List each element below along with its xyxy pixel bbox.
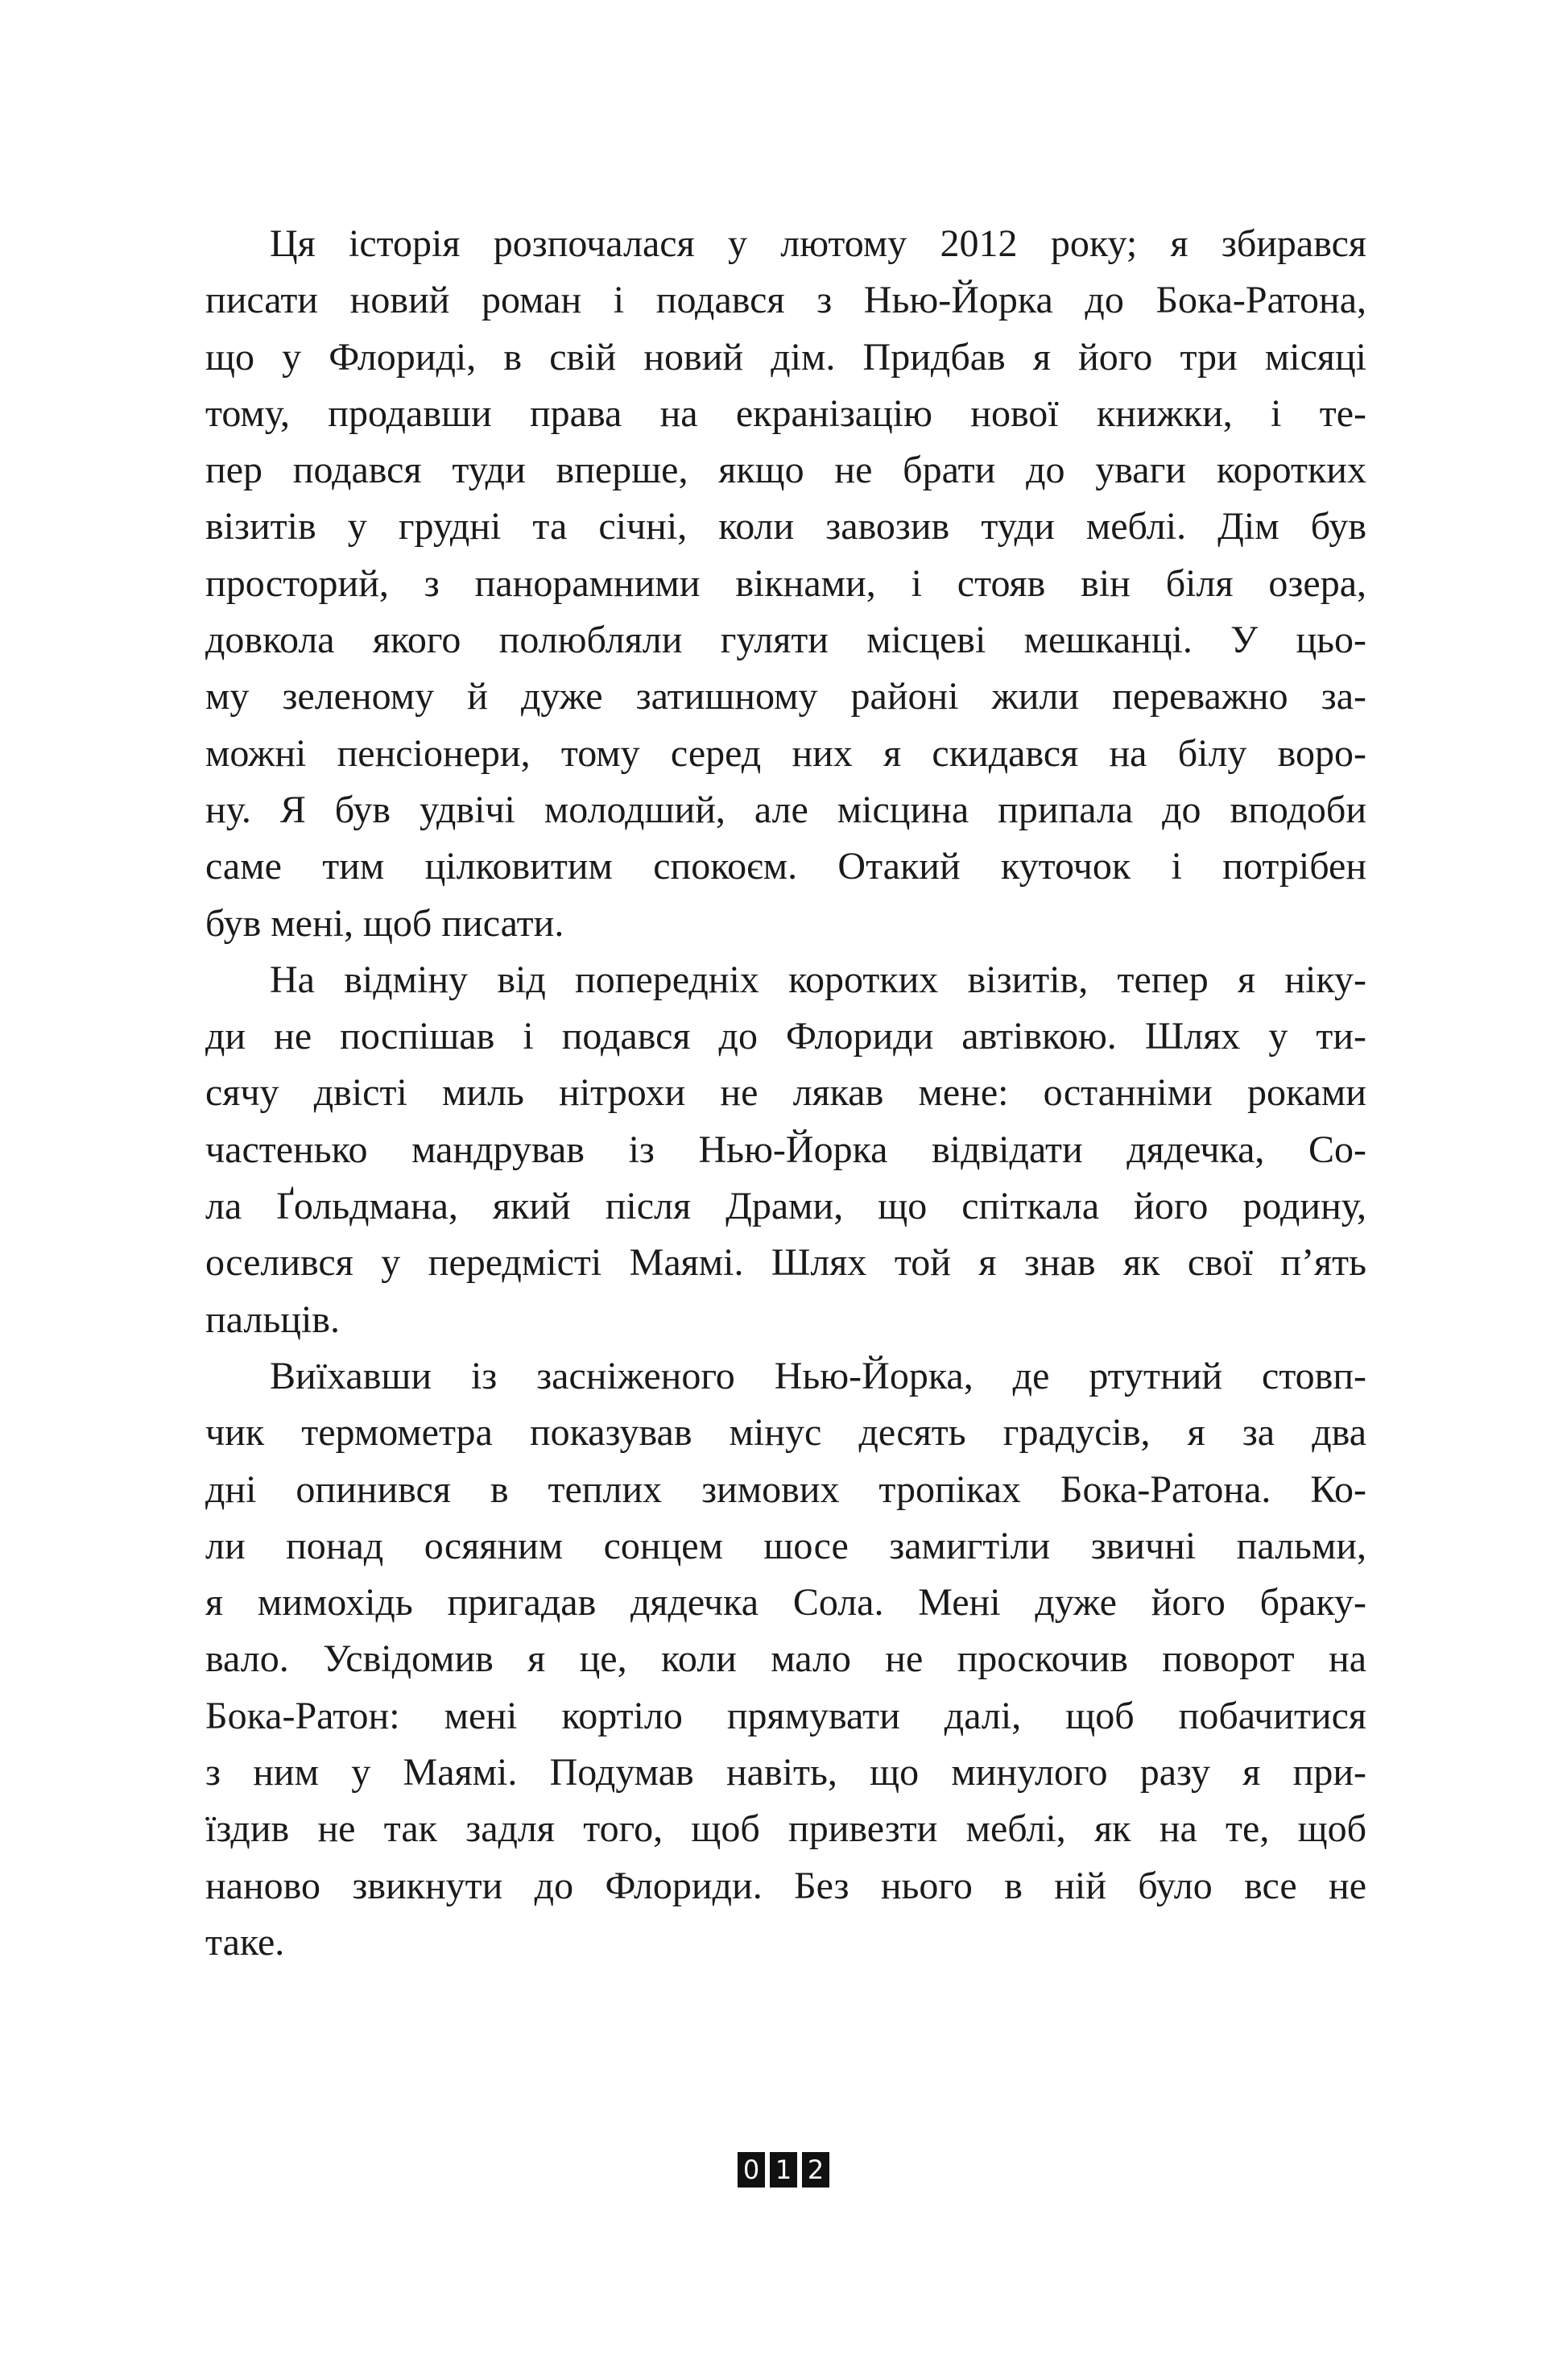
text-line: тому, продавши права на екранізацію нової книжки, і те- <box>205 391 1366 435</box>
text-line: На відміну від попередніх коротких візитів, тепер я ніку- <box>270 958 1366 1001</box>
text-line: ла Ґольдмана, який після Драми, що спіткала його родину, <box>205 1185 1366 1228</box>
text-line: я мимохідь пригадав дядечка Сола. Мені дуже його браку- <box>205 1581 1366 1625</box>
text-line: їздив не так задля того, щоб привезти меблі, як на те, щоб <box>205 1807 1366 1851</box>
text-line: візитів у грудні та січні, коли завозив туди меблі. Дім був <box>205 505 1366 548</box>
text-line: наново звикнути до Флориди. Без нього в ній було все не <box>205 1864 1366 1907</box>
text-line: що у Флориді, в свій новий дім. Придбав я його три місяці <box>205 335 1366 379</box>
page-number-digit: 1 <box>770 2152 797 2188</box>
text-line: ну. Я був удвічі молодший, але місцина припала до вподоби <box>205 788 1366 831</box>
text-line: пер подався туди вперше, якщо не брати до уваги коротких <box>205 449 1366 492</box>
text-line: ди не поспішав і подався до Флориди автівкою. Шлях у ти- <box>205 1015 1366 1058</box>
text-line: просторий, з панорамними вікнами, і стояв він біля озера, <box>205 561 1366 605</box>
text-line: ли понад осяяним сонцем шосе замигтіли звичні пальми, <box>205 1524 1366 1567</box>
text-line: з ним у Маямі. Подумав навіть, що минулого разу я при- <box>205 1751 1366 1794</box>
text-line: довкола якого полюбляли гуляти місцеві мешканці. У цьо- <box>205 619 1366 662</box>
paragraph-2 <box>205 952 1366 1348</box>
text-line: частенько мандрував із Нью-Йорка відвідати дядечка, Со- <box>205 1128 1366 1171</box>
text-line: Виїхавши із засніженого Нью-Йорка, де ртутний стовп- <box>270 1354 1366 1397</box>
text-line: таке. <box>205 1920 285 1964</box>
text-line: чик термометра показував мінус десять градусів, я за два <box>205 1411 1366 1455</box>
text-line: Ця історія розпочалася у лютому 2012 року; я збирався <box>270 222 1366 265</box>
body-text <box>205 216 1366 1971</box>
text-line: саме тим цілковитим спокоєм. Отакий куточок і потрібен <box>205 845 1366 888</box>
paragraph-1 <box>205 216 1366 952</box>
text-line: сячу двісті миль нітрохи не лякав мене: останніми роками <box>205 1071 1366 1115</box>
text-line: пальців. <box>205 1298 340 1341</box>
page-number <box>738 2152 829 2188</box>
page-number-digit: 0 <box>738 2152 765 2188</box>
text-line: му зеленому й дуже затишному районі жили переважно за- <box>205 675 1366 718</box>
text-line: писати новий роман і подався з Нью-Йорка до Бока-Ратона, <box>205 279 1366 322</box>
text-line: можні пенсіонери, тому серед них я скидався на білу воро- <box>205 731 1366 775</box>
text-line: дні опинився в теплих зимових тропіках Бока-Ратона. Ко- <box>205 1467 1366 1511</box>
text-line: оселився у передмісті Маямі. Шлях той я знав як свої п’ять <box>205 1241 1366 1285</box>
page-number-digit: 2 <box>802 2152 829 2188</box>
paragraph-3 <box>205 1348 1366 1971</box>
text-line: вало. Усвідомив я це, коли мало не проскочив поворот на <box>205 1637 1366 1681</box>
text-line: Бока-Ратон: мені кортіло прямувати далі, щоб побачитися <box>205 1694 1366 1737</box>
text-line: був мені, щоб писати. <box>205 901 564 945</box>
